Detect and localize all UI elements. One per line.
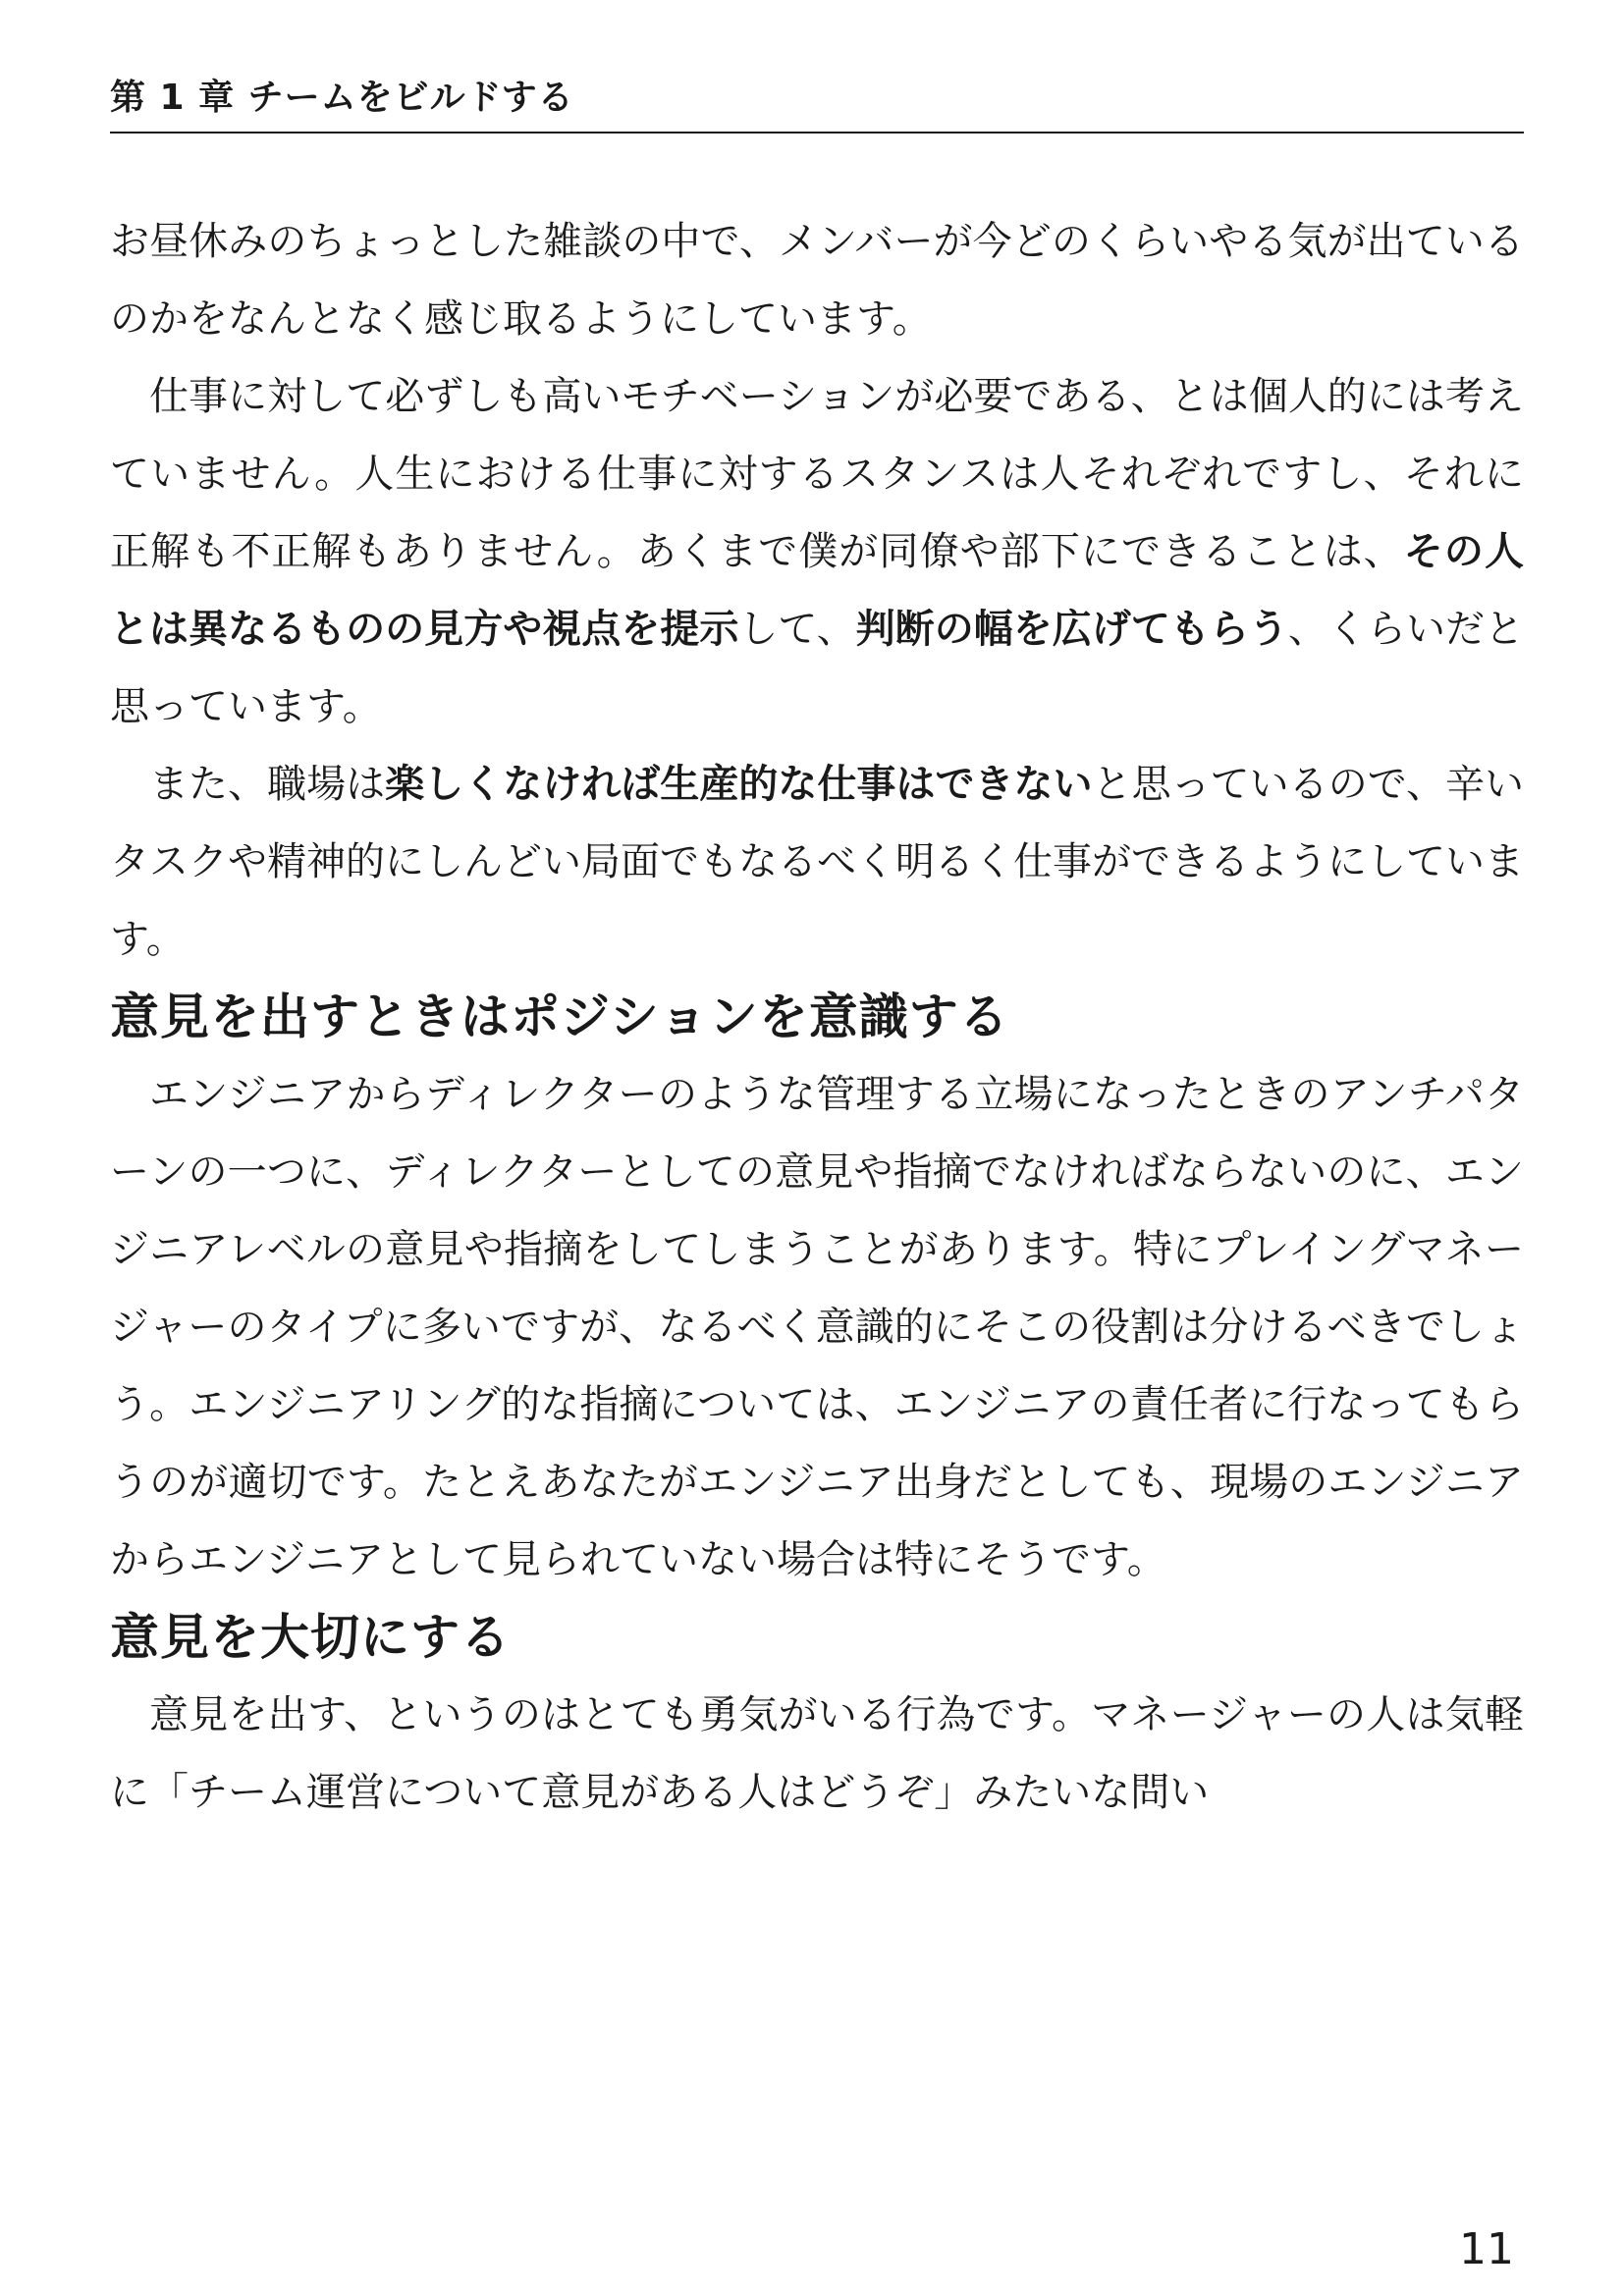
header-rule (110, 132, 1524, 133)
section-heading-position: 意見を出すときはポジションを意識する (110, 988, 1009, 1045)
text-run: 、くらいだと思っています。 (110, 607, 1525, 729)
page-number: 11 (1459, 2224, 1514, 2274)
paragraph-value-opinions: 意見を出す、というのはとても勇気がいる行為です。マネージャーの人は気軽に「チーム運営について意見がある人はどうぞ」みたいな問い (110, 1692, 1524, 1815)
emphasis-text: 楽しくなければ生産的な仕事はできない (385, 762, 1093, 807)
page-body (110, 203, 1524, 1832)
text-run: して、 (738, 607, 856, 652)
paragraph-intro-1: お昼休みのちょっとした雑談の中で、メンバーが今どのくらいやる気が出ているのかをなんとなく感じ取るようにしています。 (110, 219, 1524, 342)
text-run: また、職場は (149, 762, 386, 807)
running-head: 第 1 章 チームをビルドする (110, 78, 574, 118)
book-page (110, 0, 1524, 2296)
text-run: 仕事に対して必ずしも高いモチベーションが必要である、とは個人的には考えていません。人生における仕事に対するスタンスは人それぞれですし、それに正解も不正解もありません。あくまで僕が同僚や部下にできることは、 (110, 374, 1524, 574)
emphasis-text: 判断の幅を広げてもらう (855, 607, 1288, 652)
emphasis-text: その人とは異なるものの見方や視点を提示 (110, 529, 1524, 652)
paragraph-intro-2 (110, 358, 1524, 746)
paragraph-intro-3 (110, 746, 1524, 979)
section-heading-value-opinions: 意見を大切にする (110, 1609, 511, 1666)
paragraph-position: エンジニアからディレクターのような管理する立場になったときのアンチパターンの一つに、ディレクターとしての意見や指摘でなければならないのに、エンジニアレベルの意見や指摘をしてしまうことがあります。特にプレイングマネージャーのタイプに多いですが、なるべく意識的にそこの役割は分けるべきでしょう。エンジニアリング的な指摘については、エンジニアの責任者に行なってもらうのが適切です。たとえあなたがエンジニア出身だとしても、現場のエンジニアからエンジニアとして見られていない場合は特にそうです。 (110, 1072, 1524, 1582)
text-run: と思っているので、辛いタスクや精神的にしんどい局面でもなるべく明るく仕事ができるようにしています。 (110, 762, 1524, 962)
